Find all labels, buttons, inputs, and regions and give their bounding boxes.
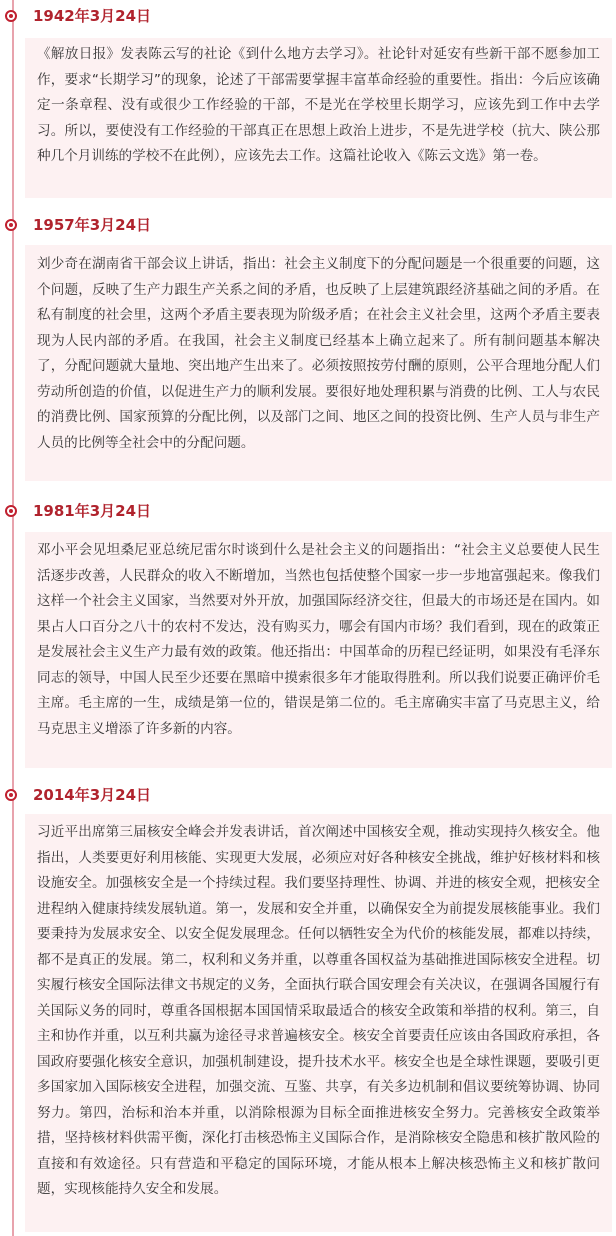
timeline-marker-icon — [5, 219, 17, 231]
entry-date: 1981年3月24日 — [33, 502, 152, 520]
timeline-marker-icon — [5, 505, 17, 517]
timeline-marker-icon — [5, 10, 17, 22]
entry-date: 2014年3月24日 — [33, 786, 152, 804]
entry-date: 1942年3月24日 — [33, 7, 152, 25]
entry-text: 邓小平会见坦桑尼亚总统尼雷尔时谈到什么是社会主义的问题指出：“社会主义总要使人民生活逐步改善，人民群众的收入不断增加，当然也包括使整个国家一步一步地富强起来。像我们这样一个社会主义国家，当然要对外开放，加强国际经济交往，但最大的市场还是在国内。如果占人口百分之八十的农村不发达，没有购买力，哪会有国内市场？我们看到，现在的政策正是发展社会主义生产力最有效的政策。他还指出：中国革命的历程已经证明，如果没有毛泽东同志的领导，中国人民至少还要在黑暗中摸索很多年才能取得胜利。所以我们说要正确评价毛主席。毛主席的一生，成绩是第一位的，错误是第二位的。毛主席确实丰富了马克思主义，给马克思主义增添了许多新的内容。 — [25, 532, 612, 768]
entry-text: 习近平出席第三届核安全峰会并发表讲话，首次阐述中国核安全观，推动实现持久核安全。他指出，人类要更好利用核能、实现更大发展，必须应对好各种核安全挑战，维护好核材料和核设施安全。加强核安全是一个持续过程。我们要坚持理性、协调、并进的核安全观，把核安全进程纳入健康持续发展轨道。第一，发展和安全并重，以确保安全为前提发展核能事业。我们要秉持为发展求安全、以安全促发展理念。任何以牺牲安全为代价的核能发展，都难以持续，都不是真正的发展。第二，权利和义务并重，以尊重各国权益为基础推进国际核安全进程。切实履行核安全国际法律文书规定的义务，全面执行联合国安理会有关决议，在强调各国履行有关国际义务的同时，尊重各国根据本国国情采取最适合的核安全政策和举措的权利。第三，自主和协作并重，以互利共赢为途径寻求普遍核安全。核安全首要责任应该由各国政府承担，各国政府要强化核安全意识，加强机制建设，提升技术水平。核安全也是全球性课题，要吸引更多国家加入国际核安全进程，加强交流、互鉴、共享，有关多边机制和倡议要统筹协调、协同努力。第四，治标和治本并重，以消除根源为目标全面推进核安全努力。完善核安全政策举措，坚持核材料供需平衡，深化打击核恐怖主义国际合作，是消除核安全隐患和核扩散风险的直接和有效途径。只有营造和平稳定的国际环境，才能从根本上解决核恐怖主义和核扩散问题，实现核能持久安全和发展。 — [25, 814, 612, 1232]
timeline-line — [12, 0, 14, 1236]
entry-text: 《解放日报》发表陈云写的社论《到什么地方去学习》。社论针对延安有些新干部不愿参加工作，要求“长期学习”的现象，论述了干部需要掌握丰富革命经验的重要性。指出：今后应该确定一条章程、没有或很少工作经验的干部，不是光在学校里长期学习，应该先到工作中去学习。所以，要使没有工作经验的干部真正在思想上政治上进步，不是先进学校（抗大、陕公那种几个月训练的学校不在此例），应该先去工作。这篇社论收入《陈云文选》第一卷。 — [25, 38, 612, 198]
entry-date: 1957年3月24日 — [33, 216, 152, 234]
entry-text: 刘少奇在湖南省干部会议上讲话，指出：社会主义制度下的分配问题是一个很重要的问题，这个问题，反映了生产力跟生产关系之间的矛盾，也反映了上层建筑跟经济基础之间的矛盾。在私有制度的社会里，这两个矛盾主要表现为阶级矛盾；在社会主义社会里，这两个矛盾主要表现为人民内部的矛盾。在我国，社会主义制度已经基本上确立起来了。所有制问题基本解决了，分配问题就大量地、突出地产生出来了。必须按照按劳付酬的原则，公平合理地分配人们劳动所创造的价值，以促进生产力的顺利发展。要很好地处理积累与消费的比例、工人与农民的消费比例、国家预算的分配比例，以及部门之间、地区之间的投资比例、生产人员与非生产人员的比例等全社会中的分配问题。 — [25, 245, 612, 481]
timeline-marker-icon — [5, 789, 17, 801]
